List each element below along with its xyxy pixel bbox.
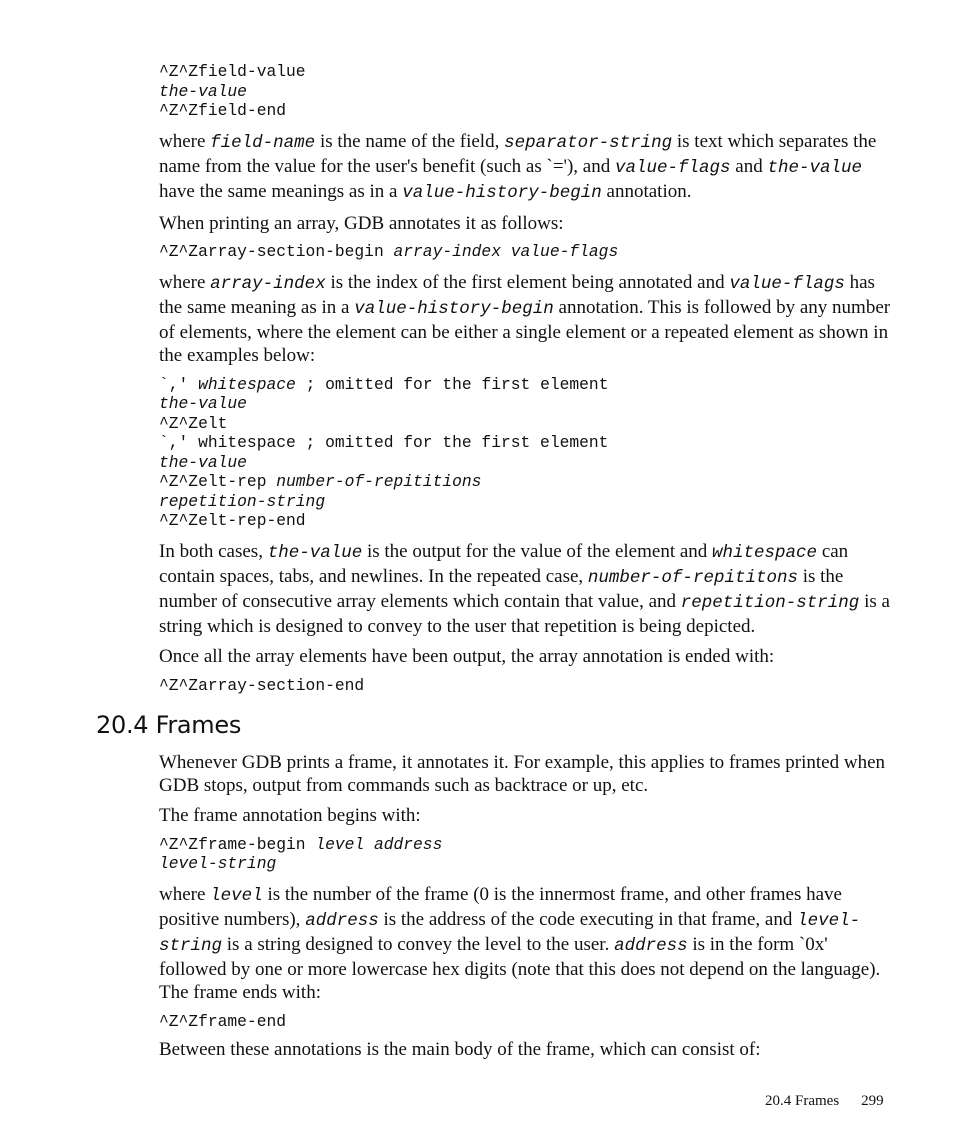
paragraph-field-description: [159, 130, 899, 206]
paragraph-array-end: Once all the array elements have been output, the array annotation is ended with:: [159, 646, 775, 668]
code-term: field-name: [210, 132, 316, 153]
code-line: ^Z^Zelt-rep-end: [159, 511, 306, 531]
code-line: ^Z^Zfield-value: [159, 62, 306, 81]
code-term: value-history-begin: [354, 299, 554, 320]
text: In both cases,: [159, 540, 268, 562]
text: where: [159, 883, 211, 905]
text: is the output for the value of the element and: [362, 540, 713, 562]
code-term: the-value: [767, 157, 862, 178]
code-text: `,': [159, 374, 199, 394]
code-term: address: [305, 910, 379, 931]
paragraph-array-intro: When printing an array, GDB annotates it as follows:: [159, 213, 564, 235]
code-term: value-flags: [729, 273, 845, 294]
paragraph-frames-intro: Whenever GDB prints a frame, it annotates it. For example, this applies to frames printed when GDB stops, output from commands such as backtrace or up, etc.: [159, 752, 886, 797]
code-placeholder: array-index value-flags: [393, 242, 619, 262]
paragraph-frame-description: [159, 883, 899, 1005]
code-block-frame-end: ^Z^Zframe-end: [159, 1011, 287, 1031]
text: is text which separates the name from the value for the user's benefit (such as `='), and: [159, 130, 877, 177]
code-placeholder: number-of-repititions: [276, 472, 482, 492]
text: is the index of the first element being annotated and: [325, 271, 730, 293]
text: can contain spaces, tabs, and newlines. In the repeated case,: [159, 540, 849, 587]
code-term: level-string: [159, 910, 861, 957]
code-block-field-value: [159, 62, 899, 121]
text: where: [159, 130, 211, 152]
code-term: repetition-string: [680, 593, 860, 614]
code-line: ^Z^Zfield-end: [159, 101, 287, 120]
footer-section: 20.4 Frames: [765, 1093, 840, 1109]
code-line: `,' whitespace ; omitted for the first element: [159, 433, 609, 453]
code-line: the-value: [159, 452, 247, 472]
text: and: [730, 155, 768, 177]
code-term: array-index: [210, 273, 326, 294]
code-block-array-section-begin: [159, 242, 899, 262]
code-line: the-value: [159, 81, 247, 101]
code-block-elements: [159, 375, 899, 531]
code-text: ^Z^Zelt-rep: [159, 472, 277, 492]
code-block-array-section-end: ^Z^Zarray-section-end: [159, 675, 365, 695]
text: is the number of consecutive array elements which contain that value, and: [159, 565, 844, 613]
page-body: [159, 62, 899, 695]
text: is the address of the code executing in that frame, and: [378, 908, 798, 930]
code-line: the-value: [159, 394, 247, 414]
text: where: [159, 271, 211, 293]
text: is the name of the field,: [315, 130, 505, 152]
text: is the number of the frame (0 is the innermost frame, and other frames have positive numbers),: [159, 883, 842, 930]
page-footer: [765, 1093, 884, 1110]
frames-section-body: [159, 751, 899, 1061]
code-term: address: [614, 936, 688, 957]
paragraph-element-description: [159, 540, 899, 639]
code-line: level-string: [159, 854, 277, 874]
text: annotation. This is followed by any number of elements, where the element can be either a single element or a repeated element as shown in the examples below:: [159, 297, 891, 367]
code-term: value-history-begin: [402, 182, 602, 203]
text: is a string designed to convey the level to the user.: [222, 934, 615, 956]
paragraph-frame-begins: The frame annotation begins with:: [159, 805, 421, 827]
code-term: number-of-repititons: [587, 567, 798, 588]
code-term: the-value: [267, 542, 363, 563]
code-line: repetition-string: [159, 491, 326, 511]
code-text: ^Z^Zframe-begin: [159, 834, 316, 854]
code-term: separator-string: [504, 132, 673, 153]
section-heading: 20.4 Frames: [96, 711, 242, 739]
code-term: level: [210, 885, 263, 906]
code-block-frame-begin: [159, 835, 899, 874]
code-line: ^Z^Zelt: [159, 413, 228, 433]
code-text: ^Z^Zarray-section-begin: [159, 242, 394, 262]
text: has the same meaning as in a: [159, 271, 875, 319]
text: annotation.: [601, 180, 692, 202]
code-placeholder: level address: [315, 834, 443, 854]
text: have the same meanings as in a: [159, 180, 403, 202]
code-placeholder: whitespace: [198, 374, 296, 394]
code-term: value-flags: [614, 157, 731, 178]
text: is a string which is designed to convey to the user that repetition is being depicted.: [159, 591, 890, 638]
page-number: 299: [861, 1093, 884, 1109]
paragraph-array-index: [159, 271, 899, 368]
text: is in the form `0x' followed by one or more lowercase hex digits (note that this does not depend on the language). The frame ends with:: [159, 934, 881, 1004]
paragraph-frame-body: Between these annotations is the main body of the frame, which can consist of:: [159, 1039, 761, 1061]
code-text: ; omitted for the first element: [295, 374, 609, 394]
code-term: whitespace: [712, 542, 818, 563]
